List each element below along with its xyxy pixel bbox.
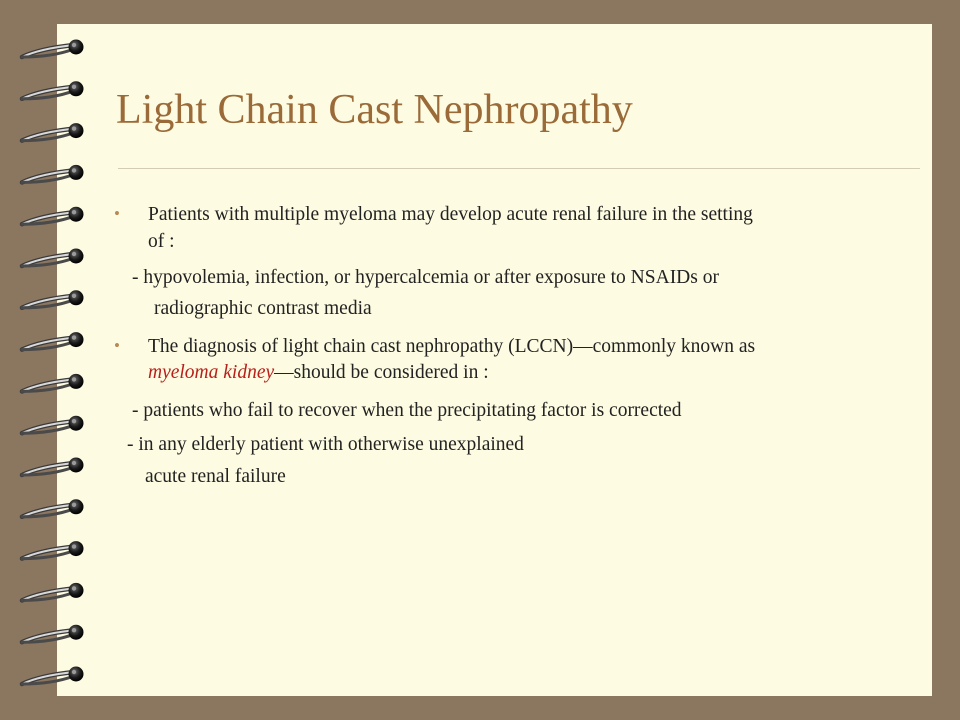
spiral-coil-icon: [22, 81, 84, 99]
spiral-coil-icon: [22, 165, 84, 183]
spiral-coil-icon: [22, 207, 84, 225]
spiral-coil-icon: [22, 499, 84, 517]
spiral-coil-icon: [22, 332, 84, 350]
bullet1-line2: of :: [148, 231, 175, 252]
bullet2-line2: [148, 361, 489, 385]
spiral-coil-icon: [22, 249, 84, 267]
sub3-line2: acute renal failure: [145, 466, 286, 487]
spiral-coil-icon: [22, 374, 84, 392]
spiral-coil-icon: [22, 40, 84, 58]
spiral-coil-icon: [22, 416, 84, 434]
spiral-coil-icon: [22, 625, 84, 643]
spiral-coil-icon: [22, 541, 84, 559]
bullet2-line2-rest: —should be considered in :: [274, 362, 489, 383]
spiral-coil-icon: [22, 583, 84, 601]
bullet1-line1: Patients with multiple myeloma may develop acute renal failure in the setting: [148, 204, 753, 225]
slide-title: Light Chain Cast Nephropathy: [116, 87, 633, 133]
bullet2-line1: The diagnosis of light chain cast nephropathy (LCCN)—commonly known as: [148, 336, 756, 357]
spiral-coil-icon: [22, 667, 84, 685]
spiral-coil-icon: [22, 123, 84, 141]
sub1-line1: - hypovolemia, infection, or hypercalcemia or after exposure to NSAIDs or: [132, 267, 719, 288]
spiral-binding-icon: [0, 0, 120, 720]
sub2-line1: - patients who fail to recover when the precipitating factor is corrected: [132, 400, 682, 421]
sub1-line2: radiographic contrast media: [154, 298, 372, 319]
bullet-marker: •: [114, 336, 120, 355]
emphasis-text: myeloma kidney: [148, 362, 275, 383]
title-divider: [118, 168, 920, 169]
spiral-coil-icon: [22, 458, 84, 476]
spiral-coil-icon: [22, 290, 84, 308]
bullet-marker: •: [114, 204, 120, 223]
sub3-line1: - in any elderly patient with otherwise unexplained: [127, 434, 524, 455]
